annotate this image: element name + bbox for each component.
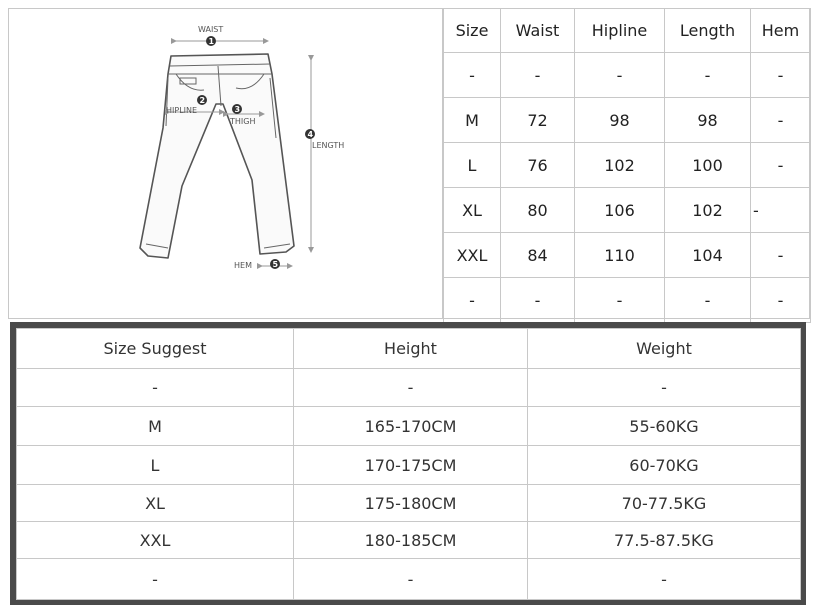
- table-cell: XXL: [444, 233, 501, 278]
- table-cell: L: [17, 446, 294, 485]
- table-row: [444, 53, 811, 98]
- table-row: [17, 369, 801, 407]
- table-row: [17, 485, 801, 522]
- table-cell: 102: [575, 143, 665, 188]
- table-cell: XXL: [17, 522, 294, 559]
- table-cell: XL: [444, 188, 501, 233]
- svg-text:4: 4: [307, 130, 314, 139]
- waist-label: WAIST: [198, 25, 224, 34]
- table-cell: -: [751, 188, 811, 233]
- pants-illustration: [8, 8, 443, 319]
- header-cell: Waist: [501, 9, 575, 53]
- svg-text:3: 3: [234, 105, 241, 114]
- table-cell: -: [528, 559, 801, 600]
- table-cell: 84: [501, 233, 575, 278]
- table-cell: -: [294, 369, 528, 407]
- svg-text:5: 5: [272, 260, 279, 269]
- table-cell: -: [751, 233, 811, 278]
- table-cell: -: [665, 53, 751, 98]
- table-cell: L: [444, 143, 501, 188]
- table-row: [444, 278, 811, 323]
- size-suggest-frame: [10, 322, 806, 605]
- table-cell: 55-60KG: [528, 407, 801, 446]
- table-cell: 70-77.5KG: [528, 485, 801, 522]
- header-cell: Hem: [751, 9, 811, 53]
- thigh-label: THIGH: [230, 117, 256, 126]
- table-cell: 104: [665, 233, 751, 278]
- table-row: [17, 407, 801, 446]
- header-cell: Hipline: [575, 9, 665, 53]
- table-cell: 98: [665, 98, 751, 143]
- header-cell: Size Suggest: [17, 329, 294, 369]
- table-cell: -: [575, 278, 665, 323]
- table-cell: -: [17, 369, 294, 407]
- table-cell: 106: [575, 188, 665, 233]
- table-cell: -: [444, 53, 501, 98]
- table-cell: 60-70KG: [528, 446, 801, 485]
- header-cell: Length: [665, 9, 751, 53]
- table-cell: XL: [17, 485, 294, 522]
- table-row: [17, 446, 801, 485]
- table-row: [444, 143, 811, 188]
- table-cell: 77.5-87.5KG: [528, 522, 801, 559]
- table-row: [444, 233, 811, 278]
- size-suggest-table: [16, 328, 801, 600]
- hem-label: HEM: [234, 261, 252, 270]
- svg-text:2: 2: [199, 96, 206, 105]
- table-cell: -: [294, 559, 528, 600]
- table-cell: -: [751, 143, 811, 188]
- table-cell: -: [528, 369, 801, 407]
- table-row: [444, 98, 811, 143]
- table-cell: -: [665, 278, 751, 323]
- table-cell: 110: [575, 233, 665, 278]
- table-cell: -: [751, 278, 811, 323]
- table-header-row: [444, 9, 811, 53]
- table-row: [17, 559, 801, 600]
- header-cell: Height: [294, 329, 528, 369]
- length-label: LENGTH: [312, 141, 345, 150]
- table-row: [444, 188, 811, 233]
- table-row: [17, 522, 801, 559]
- table-cell: 180-185CM: [294, 522, 528, 559]
- table-cell: 76: [501, 143, 575, 188]
- table-cell: -: [575, 53, 665, 98]
- table-cell: M: [444, 98, 501, 143]
- table-cell: 100: [665, 143, 751, 188]
- table-cell: 80: [501, 188, 575, 233]
- table-cell: -: [444, 278, 501, 323]
- table-cell: 170-175CM: [294, 446, 528, 485]
- header-cell: Weight: [528, 329, 801, 369]
- svg-text:1: 1: [208, 37, 215, 46]
- table-cell: 98: [575, 98, 665, 143]
- table-cell: 72: [501, 98, 575, 143]
- table-cell: -: [17, 559, 294, 600]
- table-cell: 102: [665, 188, 751, 233]
- table-cell: -: [501, 278, 575, 323]
- table-cell: 165-170CM: [294, 407, 528, 446]
- pants-measurement-diagram: [8, 8, 443, 319]
- table-cell: -: [501, 53, 575, 98]
- table-cell: M: [17, 407, 294, 446]
- header-cell: Size: [444, 9, 501, 53]
- table-cell: 175-180CM: [294, 485, 528, 522]
- hipline-label: HIPLINE: [166, 106, 198, 115]
- table-cell: -: [751, 53, 811, 98]
- table-cell: -: [751, 98, 811, 143]
- size-measurement-table: [443, 8, 811, 323]
- table-header-row: [17, 329, 801, 369]
